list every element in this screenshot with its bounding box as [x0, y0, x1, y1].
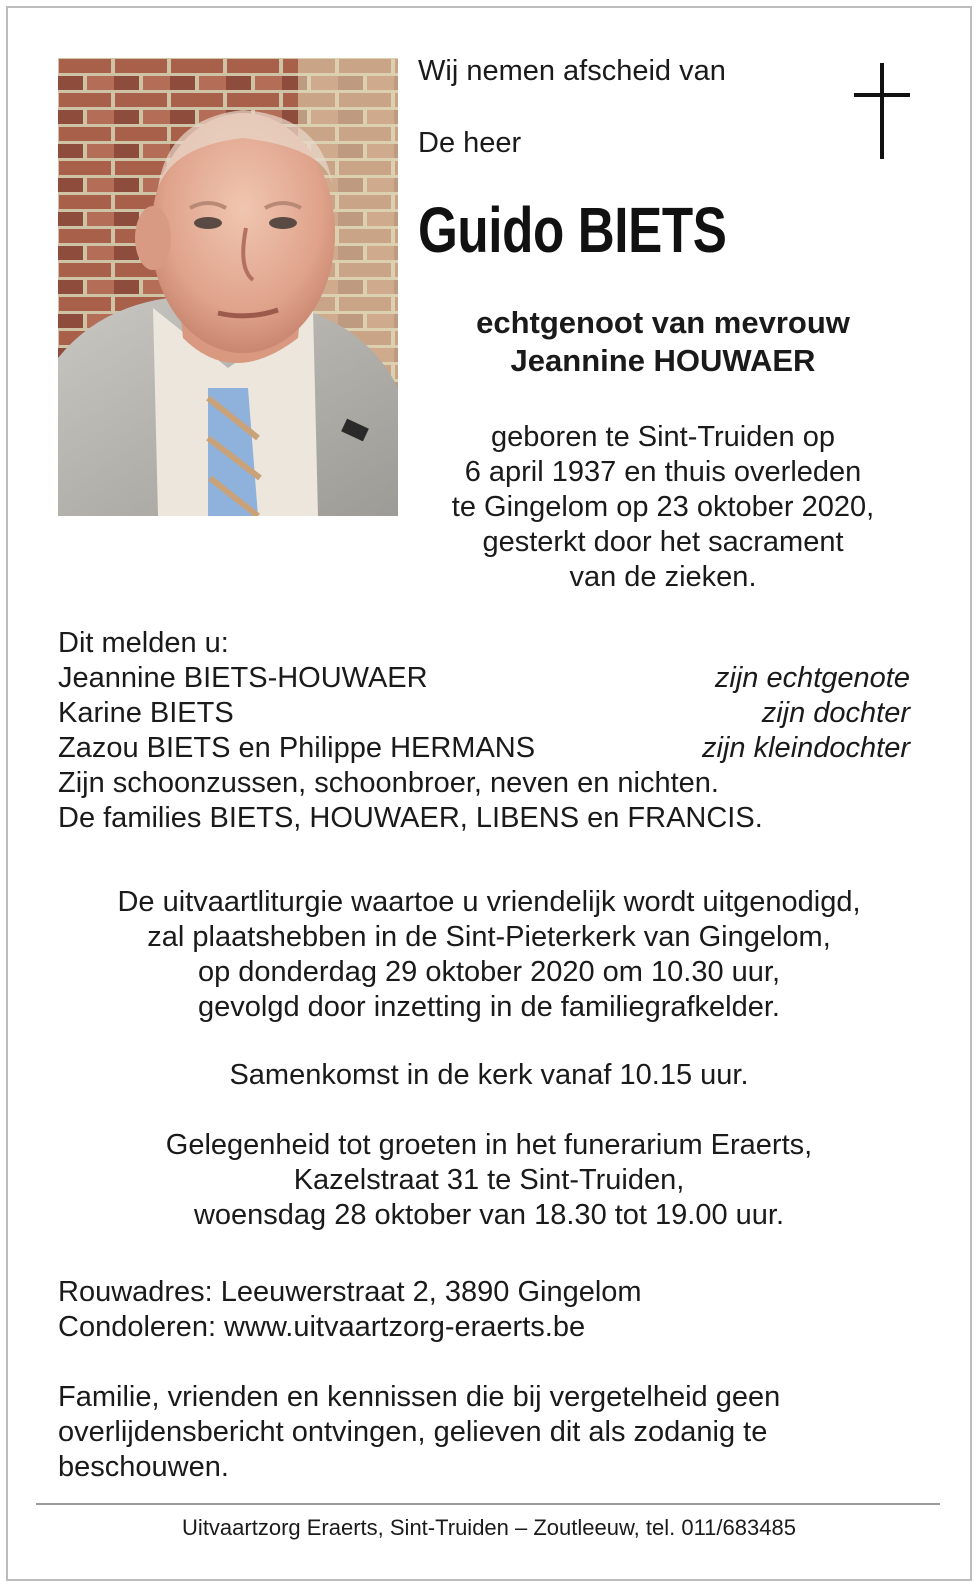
family-heading: Dit melden u:: [58, 627, 229, 659]
closing-notice: [58, 1380, 918, 1485]
obituary-card: [6, 6, 972, 1581]
family-member-relation: zijn kleindochter: [702, 732, 910, 764]
condolence-website: Condoleren: www.uitvaartzorg-eraerts.be: [58, 1311, 586, 1343]
family-member-row: [58, 731, 910, 766]
cross-icon: [854, 63, 910, 159]
portrait-photo: [58, 58, 398, 516]
family-member-relation: zijn echtgenote: [714, 662, 910, 694]
portrait-illustration: [58, 58, 398, 516]
spouse-block: [418, 304, 908, 380]
family-member-name: Jeannine BIETS-HOUWAER: [58, 662, 428, 694]
funeral-line: zal plaatshebben in de Sint-Pieterkerk van Gingelom,: [147, 921, 831, 953]
bio-line: geboren te Sint-Truiden op: [491, 421, 835, 453]
bio-block: [418, 420, 908, 595]
spouse-line: Jeannine HOUWAER: [510, 343, 816, 378]
closing-line: beschouwen.: [58, 1451, 229, 1483]
bio-line: gesterkt door het sacrament: [482, 526, 844, 558]
gathering-line: Samenkomst in de kerk vanaf 10.15 uur.: [229, 1059, 749, 1091]
funeral-line: De uitvaartliturgie waartoe u vriendelijk wordt uitgenodigd,: [117, 886, 861, 918]
family-member-name: Zazou BIETS en Philippe HERMANS: [58, 732, 536, 764]
footer-text: Uitvaartzorg Eraerts, Sint-Truiden – Zoutleeuw, tel. 011/683485: [182, 1515, 796, 1540]
mourning-address: Rouwadres: Leeuwerstraat 2, 3890 Gingelom: [58, 1276, 642, 1308]
viewing-line: Kazelstraat 31 te Sint-Truiden,: [293, 1164, 685, 1196]
closing-line: overlijdensbericht ontvingen, gelieven dit als zodanig te: [58, 1416, 768, 1448]
bio-line: van de zieken.: [569, 561, 757, 593]
bio-line: te Gingelom op 23 oktober 2020,: [451, 491, 875, 523]
bio-line: 6 april 1937 en thuis overleden: [464, 456, 862, 488]
salutation: De heer: [418, 127, 522, 159]
contact-block: [58, 1275, 642, 1345]
viewing-line: woensdag 28 oktober van 18.30 tot 19.00 uur.: [193, 1199, 785, 1231]
family-member-row: [58, 696, 910, 731]
funeral-block: [8, 885, 970, 1025]
intro-text: Wij nemen afscheid van: [418, 55, 726, 87]
family-member-name: Karine BIETS: [58, 697, 234, 729]
deceased-name: Guido BIETS: [418, 194, 727, 266]
funeral-line: op donderdag 29 oktober 2020 om 10.30 uur,: [197, 956, 781, 988]
funeral-line: gevolgd door inzetting in de familiegrafkelder.: [198, 991, 780, 1023]
spouse-line: echtgenoot van mevrouw: [476, 305, 850, 340]
closing-line: Familie, vrienden en kennissen die bij vergetelheid geen: [58, 1381, 781, 1413]
viewing-block: [8, 1128, 970, 1233]
footer-divider: [36, 1503, 940, 1505]
family-member-relation: zijn dochter: [761, 697, 910, 729]
viewing-line: Gelegenheid tot groeten in het funerarium Eraerts,: [165, 1129, 813, 1161]
family-member-row: [58, 661, 910, 696]
family-block: [58, 626, 910, 836]
family-extra-line: De families BIETS, HOUWAER, LIBENS en FRANCIS.: [58, 802, 763, 834]
gathering-block: [8, 1058, 970, 1093]
family-extra-line: Zijn schoonzussen, schoonbroer, neven en nichten.: [58, 767, 719, 799]
